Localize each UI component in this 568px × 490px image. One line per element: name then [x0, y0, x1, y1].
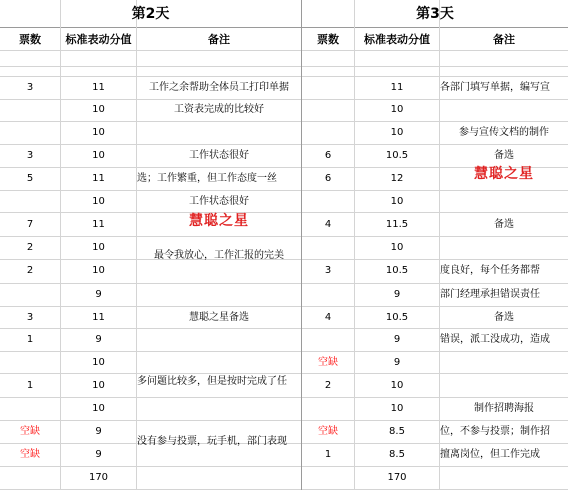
day3-vote-vacant: 空缺: [318, 357, 338, 368]
grid-line: [0, 397, 568, 398]
grid-line: [0, 190, 568, 191]
day3-vote: 2: [324, 380, 332, 391]
day3-header-votes: 票数: [317, 32, 339, 46]
day2-note: 工作之余帮助全体员工打印单据: [149, 82, 289, 93]
day2-score: 10: [92, 127, 105, 138]
day3-score: 9: [393, 357, 401, 368]
day2-vote: 5: [26, 173, 34, 184]
day2-note: 最令我放心，工作汇报的完美: [154, 250, 284, 261]
day3-score-total: 170: [387, 472, 407, 483]
day2-vote: 2: [26, 265, 34, 276]
day2-header-votes: 票数: [19, 32, 41, 46]
day3-note: 备选: [494, 150, 514, 161]
day3-score: 10.5: [385, 150, 409, 161]
day2-vote: 1: [26, 334, 34, 345]
grid-line: [0, 420, 568, 421]
day2-score: 10: [92, 150, 105, 161]
grid-line: [0, 236, 568, 237]
day2-vote: 3: [26, 312, 34, 323]
day2-score: 9: [95, 426, 102, 437]
day3-note: 错误，派工没成功，造成: [440, 334, 550, 345]
day2-score: 10: [92, 196, 105, 207]
grid-line: [0, 466, 568, 467]
grid-line: [0, 306, 568, 307]
day2-score: 11: [92, 173, 105, 184]
day2-score: 11: [92, 82, 105, 93]
day2-title: 第2天: [131, 5, 170, 22]
day3-note: 参与宣传文档的制作: [459, 127, 549, 138]
day2-score: 10: [92, 104, 105, 115]
day3-score: 8.5: [389, 449, 405, 460]
grid-line: [0, 121, 568, 122]
grid-line: [0, 99, 568, 100]
day2-score: 10: [92, 242, 105, 253]
day2-score: 10: [92, 380, 105, 391]
grid-line: [0, 283, 568, 284]
day3-score: 10: [390, 104, 404, 115]
day2-vote-vacant: 空缺: [20, 449, 40, 460]
grid-line: [0, 66, 568, 67]
day3-note: 各部门填写单据，编写宣: [440, 82, 550, 93]
day2-vote: 7: [26, 219, 34, 230]
day2-note: 工资表完成的比较好: [174, 104, 264, 115]
day3-score: 9: [393, 289, 401, 300]
day3-score: 11.5: [385, 219, 409, 230]
day3-score: 8.5: [389, 426, 405, 437]
day2-vote: 3: [26, 82, 34, 93]
day3-header-note: 备注: [493, 32, 515, 46]
day3-vote: 4: [324, 312, 332, 323]
day2-note: 慧聪之星备选: [189, 312, 249, 323]
day3-note: 备选: [494, 312, 514, 323]
day2-score: 10: [92, 357, 105, 368]
day3-note: 制作招聘海报: [474, 403, 534, 414]
grid-line: [301, 0, 302, 490]
day2-score: 11: [92, 312, 105, 323]
day2-note: 工作状态很好: [189, 150, 249, 161]
day3-score: 9: [393, 334, 401, 345]
day3-score: 12: [390, 173, 404, 184]
grid-line: [0, 351, 568, 352]
day3-note: 备选: [494, 219, 514, 230]
day3-vote: 6: [324, 150, 332, 161]
day2-score: 9: [95, 289, 102, 300]
grid-line: [0, 144, 568, 145]
day3-note: 度良好，每个任务都帮: [440, 265, 540, 276]
day3-star-label: 慧聪之星: [474, 166, 534, 182]
day3-vote: 6: [324, 173, 332, 184]
day2-score: 11: [92, 219, 105, 230]
day3-score: 10.5: [385, 265, 409, 276]
day3-vote: 4: [324, 219, 332, 230]
day2-note: 工作状态很好: [189, 196, 249, 207]
day2-vote: 2: [26, 242, 34, 253]
day3-score: 10: [390, 403, 404, 414]
day3-note: 部门经理承担错误责任: [440, 289, 540, 300]
day3-score: 10.5: [385, 312, 409, 323]
day3-header-score: 标准表动分值: [364, 32, 430, 46]
day2-note: 多问题比较多，但是按时完成了任: [137, 376, 287, 387]
day2-header-score: 标准表动分值: [65, 32, 132, 46]
day2-score: 10: [92, 403, 105, 414]
day2-header-note: 备注: [208, 32, 230, 46]
day3-vote: 3: [324, 265, 332, 276]
day2-score: 9: [95, 449, 102, 460]
grid-line: [0, 328, 568, 329]
day2-vote-vacant: 空缺: [20, 426, 40, 437]
day3-score: 10: [390, 196, 404, 207]
grid-line: [0, 50, 568, 51]
day2-vote: 3: [26, 150, 34, 161]
day2-score-total: 170: [88, 472, 109, 483]
day3-score: 10: [390, 127, 404, 138]
day3-title: 第3天: [416, 5, 454, 22]
day3-vote-vacant: 空缺: [318, 426, 338, 437]
day2-vote: 1: [26, 380, 34, 391]
day3-vote: 1: [324, 449, 332, 460]
day3-note: 擅离岗位，但工作完成: [440, 449, 540, 460]
day2-score: 10: [92, 265, 105, 276]
day2-note: 选；工作繁重，但工作态度一丝: [137, 173, 277, 184]
day2-note: 没有参与投票，玩手机，部门表现: [137, 436, 287, 447]
day3-score: 11: [390, 82, 404, 93]
day3-score: 10: [390, 242, 404, 253]
day3-score: 10: [390, 380, 404, 391]
grid-line: [136, 0, 137, 490]
day2-score: 9: [95, 334, 102, 345]
day3-note: 位，不参与投票；制作招: [440, 426, 550, 437]
grid-line: [0, 76, 568, 77]
day2-star-label: 慧聪之星: [189, 213, 249, 229]
